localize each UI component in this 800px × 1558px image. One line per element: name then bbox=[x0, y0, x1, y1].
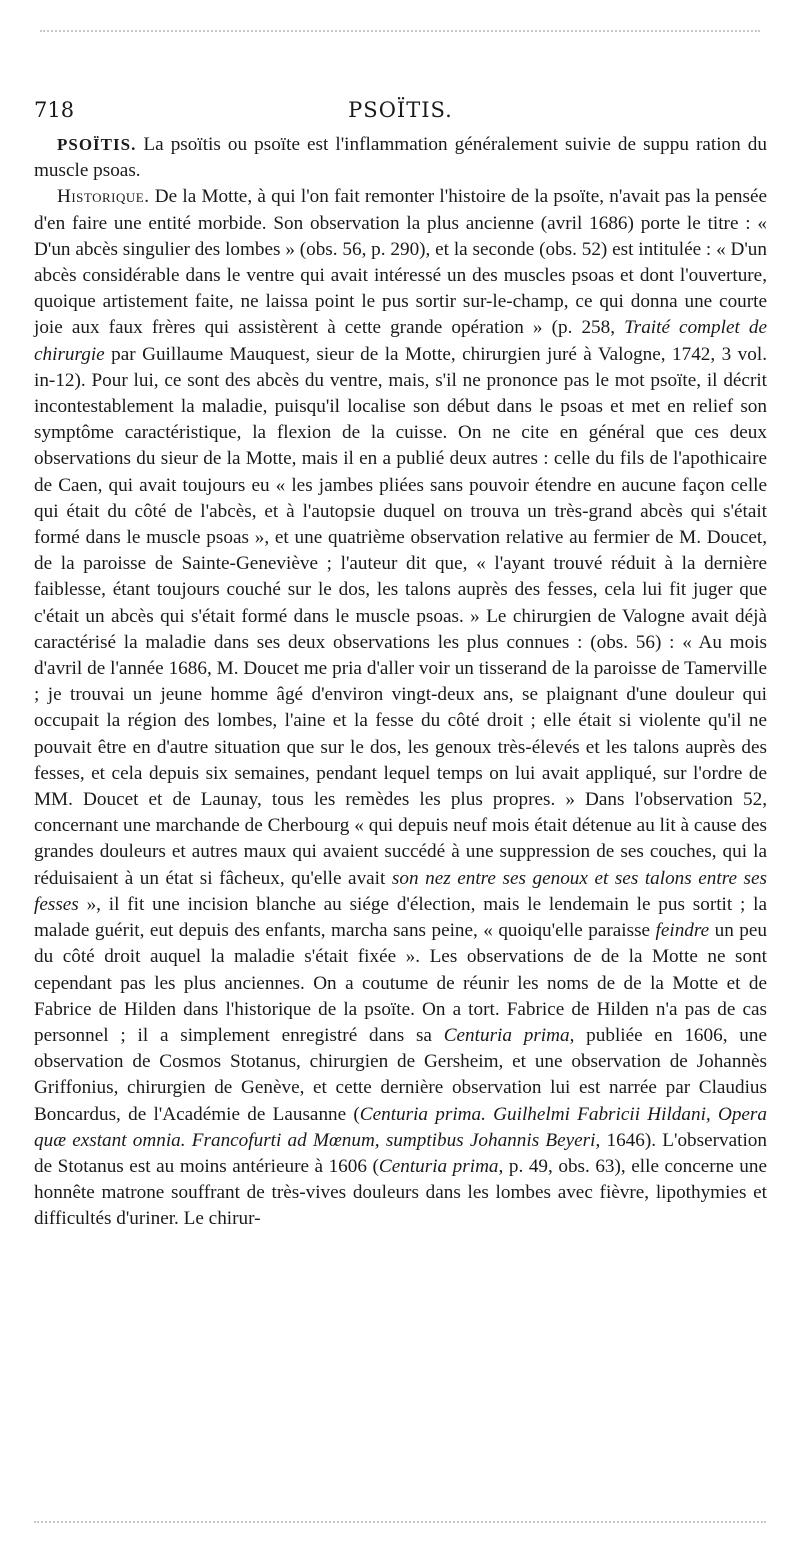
running-head bbox=[34, 98, 767, 132]
history-text-6: , 1646). L'observation de Stotanus est au moins antérieure à 1606 ( bbox=[34, 1129, 767, 1177]
top-dotted-rule bbox=[40, 30, 760, 32]
bottom-dotted-rule bbox=[34, 1521, 766, 1523]
history-text-4: un peu du côté droit auquel la maladie s'était fixée ». Les observations de de la Motte ne sont cependant pas les plus anciennes. On a coutume de réunir les noms de de la Motte et de Fabrice de Hilden dans l'historique de la psoïte. On a tort. Fabrice de Hilden n'a pas de cas personnel ; il a simplement enregistré dans sa bbox=[34, 920, 767, 1046]
running-title: PSOÏTIS. bbox=[348, 98, 453, 122]
page-number: 718 bbox=[34, 98, 75, 122]
book-page bbox=[34, 98, 767, 1233]
entry-headword: PSOÏTIS. bbox=[57, 135, 137, 154]
citation-title-traite: Traité complet de chirurgie bbox=[34, 317, 767, 365]
history-text-5: , publiée en 1606, une observation de Cosmos Stotanus, chirurgien de Gersheim, et une observation de Johannès Griffonius, chirurgien de Genève, et cette dernière observation lui est narrée par Claudius Boncardus, de l'Académie de Lausanne ( bbox=[34, 1024, 767, 1125]
citation-title-centuria: Centuria prima bbox=[443, 1024, 570, 1046]
quoted-italic-phrase: son nez entre ses genoux et ses talons entre ses fesses bbox=[34, 867, 767, 915]
history-text-2: par Guillaume Mauquest, sieur de la Motte, chirurgien juré à Valogne, 1742, 3 vol. in-12). Pour lui, ce sont des abcès du ventre, mais, s'il ne prononce pas le mot psoïte, il décrit incontestablement la maladie, puisqu'il localise son début dans le psoas et met en relief son symptôme caractéristique, la flexion de la cuisse. On ne cite en général que ces deux observations du sieur de la Motte, mais il en a publié deux autres : celle du fils de l'apothicaire de Caen, qui avait toujours eu « les jambes pliées sans pouvoir étendre en aucune façon celle qui était du côté de l'abcès, et à l'autopsie duquel on trouva un très-grand abcès qui s'était formé dans le muscle psoas », et une quatrième observation relative au fermier de M. Doucet, de la paroisse de Sainte-Geneviève ; l'auteur dit que, « l'ayant trouvé réduit à la dernière faiblesse, étant toujours couché sur le dos, les talons auprès des fesses, cela lui fit juger que c'était un abcès qui s'était formé dans le muscle psoas. » Le chirurgien de Valogne avait déjà caractérisé la maladie dans ses deux observations les plus connues : (obs. 56) : « Au mois d'avril de l'année 1686, M. Doucet me pria d'aller voir un tisserand de la paroisse de Tamerville ; je trouvai un jeune homme âgé d'environ vingt-deux ans, se plaignant d'une douleur qui occupait la région des lombes, l'aine et la fesse du côté droit ; elle était si violente qu'il ne pouvait être en d'autre situation que sur le dos, les genoux très-élevés et les talons auprès des fesses, et cela depuis six semaines, pendant lequel temps on lui avait appliqué, sur l'ordre de MM. Doucet et de Launay, tous les remèdes les plus propres. » Dans l'observation 52, concernant une marchande de Cherbourg « qui depuis neuf mois était détenue au lit à cause des grandes douleurs et autres maux qui avaient succédé à une suppression de ses couches, qui la réduisaient à un état si fâcheux, qu'elle avait bbox=[34, 343, 767, 889]
paragraph-historique bbox=[34, 184, 767, 1232]
italic-word-feindre: feindre bbox=[655, 920, 710, 942]
citation-opera-fabricii: Centuria prima. Guilhelmi Fabricii Hildani, Opera quæ exstant omnia. Francofurti ad Mœnum, sumptibus Johannis Beyeri bbox=[34, 1103, 767, 1151]
article-body bbox=[34, 132, 767, 1233]
history-text-1: De la Motte, à qui l'on fait remonter l'histoire de la psoïte, n'avait pas la pensée d'en faire une entité morbide. Son observation la plus ancienne (avril 1686) porte le titre : « D'un abcès singulier des lombes » (obs. 56, p. 290), et la seconde (obs. 52) est intitulée : « D'un abcès considérable dans le ventre qui avait intéressé un des muscles psoas et dont l'ouverture, quoique artistement faite, ne laissa point le pus sortir sur-le-champ, ce qui donna une courte joie aux faux frères qui assistèrent à cette grande opération » (p. 258, bbox=[34, 186, 767, 339]
paragraph-definition bbox=[34, 132, 767, 184]
history-text-3: », il fit une incision blanche au siége d'élection, mais le lendemain le pus sortit ; la malade guérit, eut depuis des enfants, marcha sans peine, « quoiqu'elle paraisse bbox=[34, 893, 767, 942]
section-heading-historique: Historique. bbox=[57, 186, 150, 208]
definition-text: La psoïtis ou psoïte est l'inflammation généralement suivie de suppu ration du muscle psoas. bbox=[34, 134, 767, 182]
history-text-7: , p. 49, obs. 63), elle concerne une honnête matrone souffrant de très-vives douleurs dans les lombes avec fièvre, lipothymies et difficultés d'uriner. Le chirur- bbox=[34, 1155, 767, 1230]
citation-centuria-prima: Centuria prima bbox=[378, 1155, 499, 1177]
